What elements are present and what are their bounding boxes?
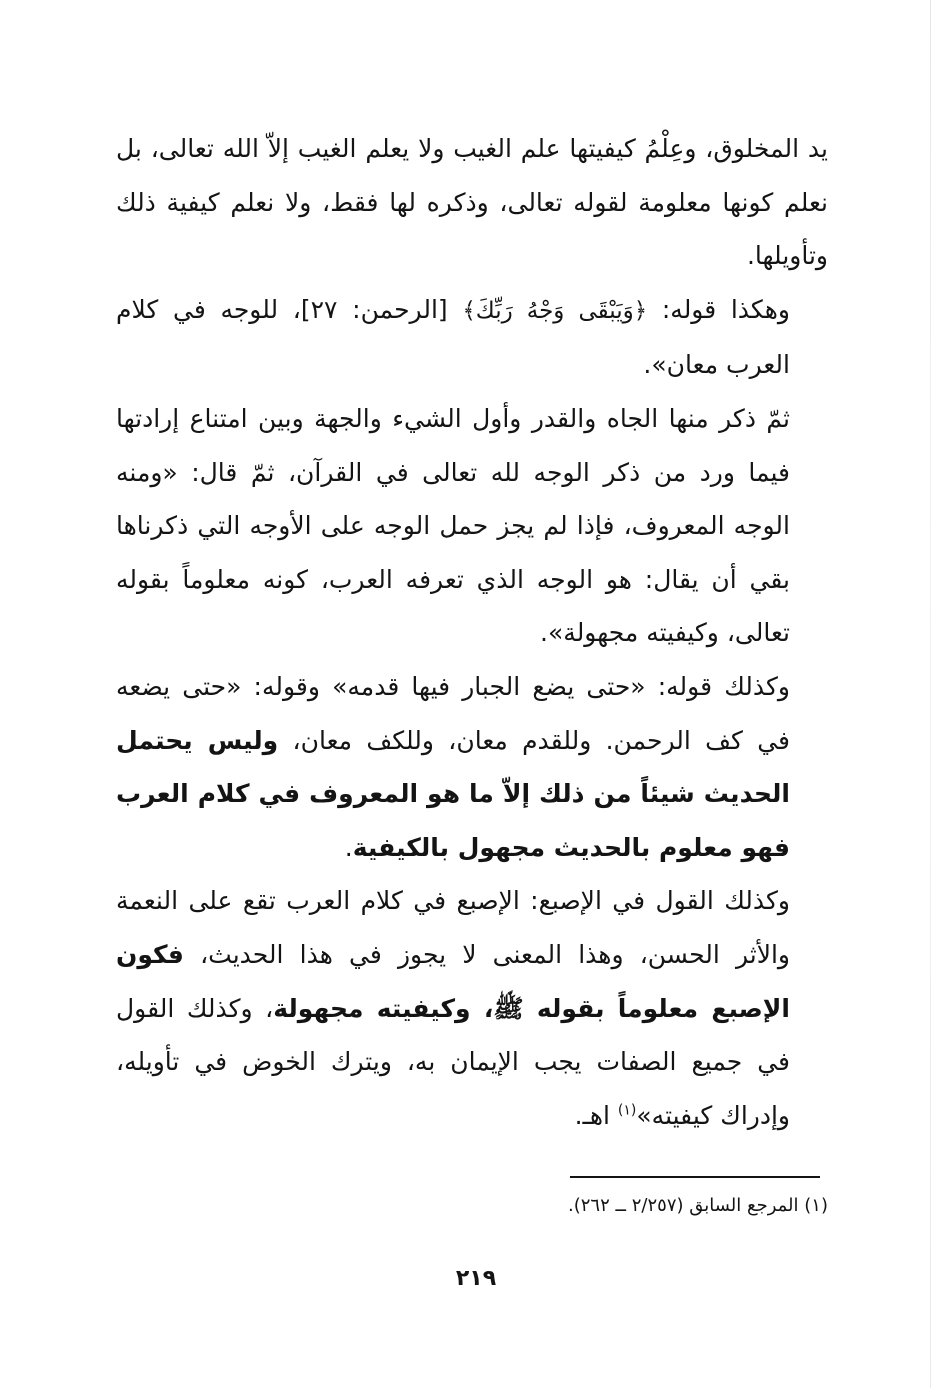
paragraph-2-rest: [الرحمن: ٢٧]، للوجه في كلام العرب معان». bbox=[116, 294, 790, 380]
paragraph-2 bbox=[116, 283, 828, 392]
main-text bbox=[116, 122, 828, 1142]
quran-verse: ﴿وَيَبْقَى وَجْهُ رَبِّكَ﴾ bbox=[462, 297, 648, 324]
page-edge-shadow bbox=[930, 0, 931, 1388]
paragraph-5-continuation: ، وكذلك القول في جميع الصفات يجب الإيمان به، ويترك الخوض في تأويله، وإدراك كيفيته» bbox=[116, 993, 790, 1130]
footnote: (١) المرجع السابق (٢/٢٥٧ ــ ٢٦٢). bbox=[567, 1195, 828, 1216]
paragraph-4-end: . bbox=[344, 832, 353, 862]
footnote-divider bbox=[570, 1176, 820, 1178]
paragraph-5-emphasis: فكون الإصبع معلوماً بقوله ﷺ، وكيفيته مجهولة bbox=[116, 939, 790, 1023]
paragraph-4-emphasis: وليس يحتمل الحديث شيئاً من ذلك إلاّ ما هو المعروف في كلام العرب فهو معلوم بالحديث مجهول بالكيفية bbox=[116, 725, 790, 862]
page-number: ٢١٩ bbox=[455, 1266, 497, 1291]
paragraph-5-end: اهـ. bbox=[574, 1100, 618, 1130]
paragraph-1: يد المخلوق، وعِلْمُ كيفيتها علم الغيب ولا يعلم الغيب إلاّ الله تعالى، بل نعلم كونها معلومة لقوله تعالى، وذكره لها فقط، ولا نعلم كيفية ذلك وتأويلها. bbox=[116, 134, 828, 271]
paragraph-5 bbox=[116, 874, 828, 1142]
paragraph-3: ثمّ ذكر منها الجاه والقدر وأول الشيء والجهة وبين امتناع إرادتها فيما ورد من ذكر الوجه لله تعالى في القرآن، ثمّ قال: «ومنه الوجه المعروف، فإذا لم يجز حمل الوجه على الأوجه التي ذكرناها بقي أن يقال: هو الوجه الذي تعرفه العرب، كونه معلوماً بقوله تعالى، وكيفيته مجهولة». bbox=[116, 403, 790, 648]
paragraph-2-intro: وهكذا قوله: bbox=[647, 294, 790, 324]
paragraph-4 bbox=[116, 660, 828, 874]
paragraph-4-text: وكذلك قوله: «حتى يضع الجبار فيها قدمه» وقوله: «حتى يضعه في كف الرحمن. وللقدم معان، وللكف معان، bbox=[116, 671, 790, 755]
paragraph-5-text: وكذلك القول في الإصبع: الإصبع في كلام العرب تقع على النعمة والأثر الحسن، وهذا المعنى لا يجوز في هذا الحديث، bbox=[116, 886, 790, 969]
footnote-reference[interactable]: (١) bbox=[617, 1102, 637, 1119]
